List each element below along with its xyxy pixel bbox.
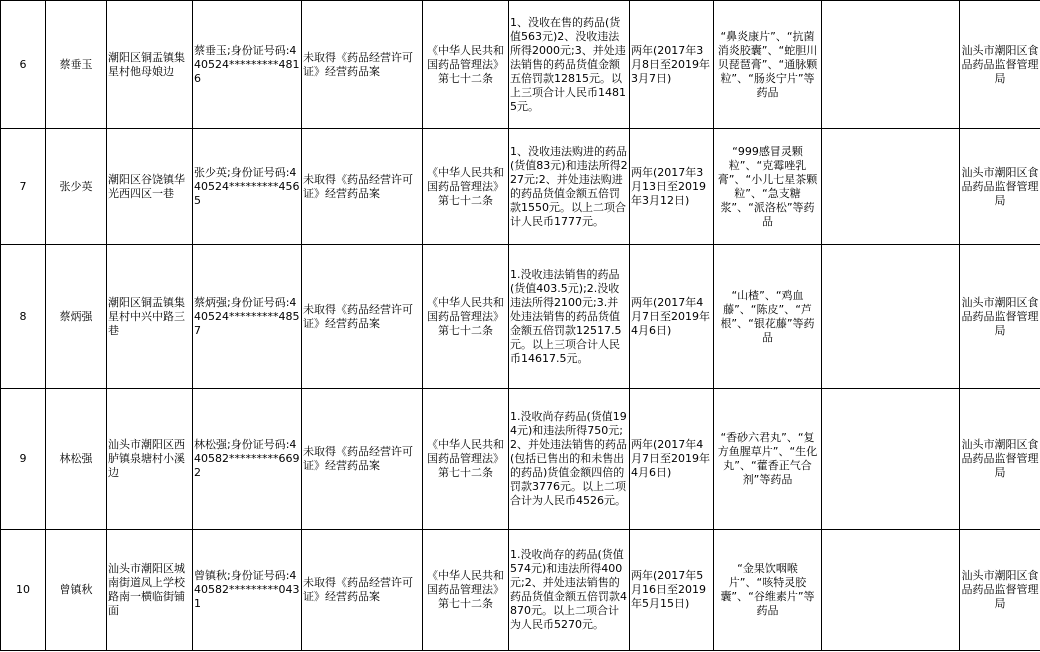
address-cell: 潮阳区谷饶镇华光西四区一巷 xyxy=(107,129,193,245)
person-name-cell: 蔡垂玉 xyxy=(46,1,107,129)
authority-cell: 汕头市潮阳区食品药品监督管理局 xyxy=(960,245,1040,389)
row-number-cell: 10 xyxy=(1,530,46,651)
ban-period-cell: 两年(2017年4月7日至2019年4月6日) xyxy=(630,245,714,389)
penalty-detail-cell: 1.没收尚存药品(货值194元)和违法所得750元;2、并处违法销售的药品(包括已售出的和未售出的药品)货值金额四倍的罚款3776元。以上二项合计为人民币4526元。 xyxy=(509,389,630,530)
id-info-cell: 林松强;身份证号码:440582*********6692 xyxy=(193,389,302,530)
address-cell: 潮阳区铜盂镇集星村中兴中路三巷 xyxy=(107,245,193,389)
authority-cell: 汕头市潮阳区食品药品监督管理局 xyxy=(960,129,1040,245)
table-row xyxy=(1,245,1040,389)
drugs-involved-cell: “山楂”、“鸡血藤”、“陈皮”、“芦根”、“银花藤”等药品 xyxy=(714,245,822,389)
person-name-cell: 林松强 xyxy=(46,389,107,530)
address-cell: 汕头市潮阳区城南街道凤上学校路南一横临街铺面 xyxy=(107,530,193,651)
empty-cell xyxy=(822,1,960,129)
table-row xyxy=(1,1,1040,129)
penalty-detail-cell: 1、没收在售的药品(货值563元)2、没收违法所得2000元;3、并处违法销售的药品货值金额五倍罚款12815元。以上三项合计人民币14815元。 xyxy=(509,1,630,129)
case-name-cell: 未取得《药品经营许可证》经营药品案 xyxy=(302,389,423,530)
penalty-detail-cell: 1.没收尚存的药品(货值574元)和违法所得400元;2、并处违法销售的药品货值金额五倍罚款4870元。以上二项合计为人民币5270元。 xyxy=(509,530,630,651)
ban-period-cell: 两年(2017年5月16日至2019年5月15日) xyxy=(630,530,714,651)
authority-cell: 汕头市潮阳区食品药品监督管理局 xyxy=(960,530,1040,651)
person-name-cell: 蔡炳强 xyxy=(46,245,107,389)
id-info-cell: 蔡垂玉;身份证号码:440524*********4816 xyxy=(193,1,302,129)
penalty-detail-cell: 1.没收违法销售的药品(货值403.5元);2.没收违法所得2100元;3.并处违法销售的药品货值金额五倍罚款12517.5元。以上三项合计人民币14617.5元。 xyxy=(509,245,630,389)
row-number-cell: 6 xyxy=(1,1,46,129)
id-info-cell: 曾镇秋;身份证号码:440582*********0431 xyxy=(193,530,302,651)
person-name-cell: 张少英 xyxy=(46,129,107,245)
ban-period-cell: 两年(2017年4月7日至2019年4月6日) xyxy=(630,389,714,530)
row-number-cell: 8 xyxy=(1,245,46,389)
empty-cell xyxy=(822,129,960,245)
id-info-cell: 张少英;身份证号码:440524*********4565 xyxy=(193,129,302,245)
authority-cell: 汕头市潮阳区食品药品监督管理局 xyxy=(960,1,1040,129)
case-name-cell: 未取得《药品经营许可证》经营药品案 xyxy=(302,129,423,245)
address-cell: 潮阳区铜盂镇集星村他母娘边 xyxy=(107,1,193,129)
table-body xyxy=(1,1,1040,651)
legal-basis-cell: 《中华人民共和国药品管理法》第七十二条 xyxy=(423,245,509,389)
drugs-involved-cell: “鼻炎康片”、“抗菌消炎胶囊”、“蛇胆川贝琵琶膏”、“通脉颗粒”、“肠炎宁片”等药品 xyxy=(714,1,822,129)
penalty-detail-cell: 1、没收违法购进的药品(货值83元)和违法所得227元;2、并处违法购进的药品货值金额五倍罚款1550元。以上二项合计人民币1777元。 xyxy=(509,129,630,245)
table-row xyxy=(1,129,1040,245)
legal-basis-cell: 《中华人民共和国药品管理法》第七十二条 xyxy=(423,1,509,129)
drugs-involved-cell: “999感冒灵颗粒”、“克霉唑乳膏”、“小儿七星茶颗粒”、“急支糖浆”、“派洛松”等药品 xyxy=(714,129,822,245)
empty-cell xyxy=(822,530,960,651)
authority-cell: 汕头市潮阳区食品药品监督管理局 xyxy=(960,389,1040,530)
ban-period-cell: 两年(2017年3月13日至2019年3月12日) xyxy=(630,129,714,245)
empty-cell xyxy=(822,245,960,389)
case-name-cell: 未取得《药品经营许可证》经营药品案 xyxy=(302,530,423,651)
row-number-cell: 9 xyxy=(1,389,46,530)
legal-basis-cell: 《中华人民共和国药品管理法》第七十二条 xyxy=(423,389,509,530)
drugs-involved-cell: “金果饮咽喉片”、“咳特灵胶囊”、“谷维素片”等药品 xyxy=(714,530,822,651)
table-row xyxy=(1,530,1040,651)
person-name-cell: 曾镇秋 xyxy=(46,530,107,651)
legal-basis-cell: 《中华人民共和国药品管理法》第七十二条 xyxy=(423,129,509,245)
address-cell: 汕头市潮阳区西胪镇泉塘村小溪边 xyxy=(107,389,193,530)
ban-period-cell: 两年(2017年3月8日至2019年3月7日) xyxy=(630,1,714,129)
legal-basis-cell: 《中华人民共和国药品管理法》第七十二条 xyxy=(423,530,509,651)
drugs-involved-cell: “香砂六君丸”、“复方鱼腥草片”、“生化丸”、“藿香正气合剂”等药品 xyxy=(714,389,822,530)
case-name-cell: 未取得《药品经营许可证》经营药品案 xyxy=(302,1,423,129)
case-name-cell: 未取得《药品经营许可证》经营药品案 xyxy=(302,245,423,389)
table-row xyxy=(1,389,1040,530)
empty-cell xyxy=(822,389,960,530)
row-number-cell: 7 xyxy=(1,129,46,245)
id-info-cell: 蔡炳强;身份证号码:440524*********4857 xyxy=(193,245,302,389)
